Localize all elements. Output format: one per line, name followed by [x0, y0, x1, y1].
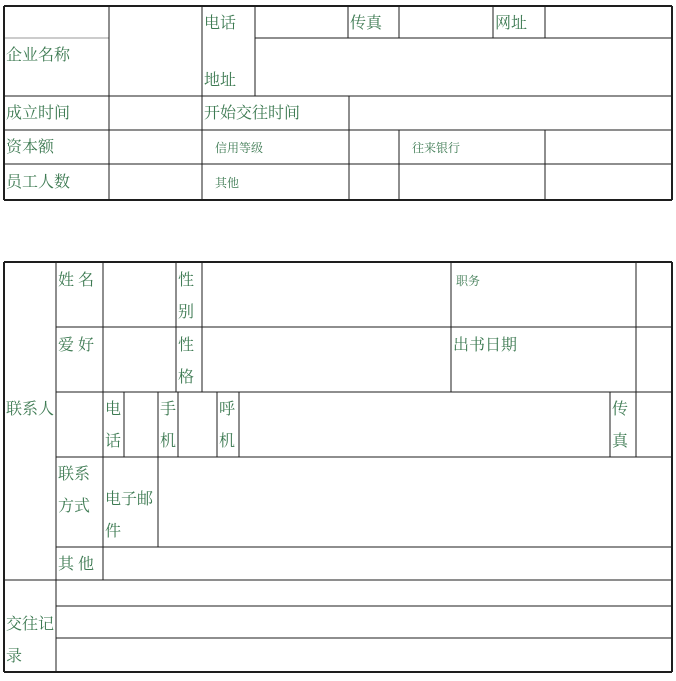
- contact-start-label: 开始交往时间: [204, 103, 301, 122]
- email-label-2: 件: [105, 521, 122, 540]
- contact-other-label-1: 其: [58, 554, 75, 573]
- mobile-label-2: 机: [160, 431, 177, 450]
- founded-label: 成立时间: [6, 103, 71, 122]
- contact-name-label-2: 名: [78, 270, 95, 289]
- company-other-label: 其他: [215, 176, 240, 190]
- credit-level-label: 信用等级: [215, 141, 264, 155]
- mobile-label-1: 手: [160, 399, 177, 418]
- contact-phone-label-2: 话: [105, 431, 122, 450]
- contact-method-label-2: 方式: [58, 496, 91, 515]
- fax-label: 传真: [350, 13, 383, 32]
- personality-label-2: 格: [178, 367, 195, 386]
- birthday-label: 出书日期: [453, 335, 518, 354]
- capital-label: 资本额: [6, 137, 55, 156]
- company-name-label: 企业名称: [6, 45, 71, 64]
- record-label-2: 录: [6, 646, 23, 665]
- address-label: 地址: [204, 70, 237, 89]
- phone-label: 电话: [204, 13, 237, 32]
- pager-label-2: 机: [219, 431, 236, 450]
- contact-fax-label-1: 传: [612, 399, 629, 418]
- contact-phone-label-1: 电: [105, 399, 122, 418]
- personality-label-1: 性: [178, 335, 195, 354]
- contact-fax-label-2: 真: [612, 431, 629, 450]
- pager-label-1: 呼: [219, 399, 236, 418]
- hobby-label-2: 好: [78, 335, 95, 354]
- record-label-1: 交往记: [6, 614, 55, 633]
- contact-other-label-2: 他: [78, 554, 95, 573]
- contact-name-label-1: 姓: [58, 270, 75, 289]
- position-label: 职务: [456, 274, 481, 288]
- contact-section-label: 联系人: [6, 399, 55, 418]
- contact-method-label-1: 联系: [58, 464, 91, 483]
- email-label-1: 电子邮: [105, 489, 154, 508]
- bank-label: 往来银行: [412, 141, 461, 155]
- gender-label-2: 别: [178, 302, 195, 321]
- gender-label-1: 性: [178, 270, 195, 289]
- staff-count-label: 员工人数: [6, 172, 71, 191]
- hobby-label-1: 爱: [58, 335, 75, 354]
- website-label: 网址: [495, 13, 528, 32]
